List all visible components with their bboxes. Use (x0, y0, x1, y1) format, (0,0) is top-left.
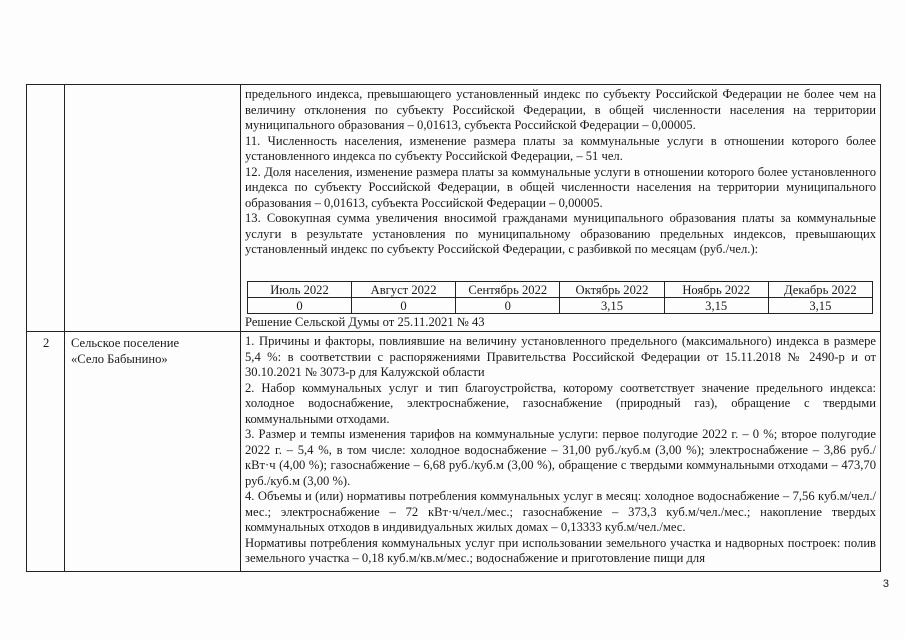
month-header: Ноябрь 2022 (664, 282, 768, 298)
row2-paragraph: 4. Объемы и (или) нормативы потребления коммунальных услуг в месяц: холодное водоснабжение – 7,56 куб.м/чел./мес.; электроснабжение – 72 кВт·ч/чел./мес.; газоснабжение – 373,3 куб.м/чел./мес.; накопление твердых коммунальных отходов в индивидуальных жилых домах – 0,13333 куб.м/чел./мес. (245, 489, 876, 534)
row-number: 2 (43, 336, 50, 350)
months-values-row (248, 298, 873, 314)
month-header: Декабрь 2022 (768, 282, 872, 298)
month-value: 3,15 (768, 298, 872, 314)
monthly-amounts-table (247, 281, 873, 314)
row2-paragraph: Нормативы потребления коммунальных услуг при использовании земельного участка и надворных построек: полив земельного участка – 0,18 куб.м/кв.м/мес.; водоснабжение и приготовление пищи для (245, 535, 876, 565)
settlement-name (71, 335, 236, 367)
month-header: Август 2022 (352, 282, 456, 298)
row1-content (245, 87, 876, 258)
document-table (26, 84, 881, 572)
row-divider (27, 331, 880, 332)
month-header: Июль 2022 (248, 282, 352, 298)
page-number: 3 (882, 578, 889, 590)
decision-reference: Решение Сельской Думы от 25.11.2021 № 43 (245, 315, 485, 329)
month-value: 3,15 (664, 298, 768, 314)
column-divider-2 (240, 85, 241, 571)
month-header: Сентябрь 2022 (456, 282, 560, 298)
row1-paragraph: 12. Доля населения, изменение размера платы за коммунальные услуги в отношении которого более установленного индекса по субъекту Российской Федерации, в общей численности населения на территории муниципального образования – 0,01613, субъекта Российской Федерации – 0,00005. (245, 164, 876, 210)
settlement-name-line: «Село Бабынино» (71, 352, 168, 366)
month-value: 0 (248, 298, 352, 314)
row2-paragraph: 2. Набор коммунальных услуг и тип благоустройства, которому соответствует значение предельного индекса: холодное водоснабжение, электроснабжение, газоснабжение (природный газ), обращение с твердыми коммунальными отходами. (245, 380, 876, 426)
months-header-row (248, 282, 873, 298)
row2-content (245, 334, 876, 567)
row1-paragraph: 11. Численность населения, изменение размера платы за коммунальные услуги в отношении которого более установленного индекса по субъекту Российской Федерации, – 51 чел. (245, 133, 876, 163)
row2-paragraph: 1. Причины и факторы, повлиявшие на величину установленного предельного (максимального) индекса в размере 5,4 %: в соответствии с распоряжениями Правительства Российской Федерации от 15.11.2018 № 2490-р и от 30.10.2021 № 3073-р для Калужской области (245, 334, 876, 379)
row1-paragraph: 13. Совокупная сумма увеличения вносимой гражданами муниципального образования платы за коммунальные услуги в результате установления по муниципальному образованию предельных индексов, превышающих установленный индекс по субъекту Российской Федерации, с разбивкой по месяцам (руб./чел.): (245, 211, 876, 256)
month-value: 0 (352, 298, 456, 314)
row2-paragraph: 3. Размер и темпы изменения тарифов на коммунальные услуги: первое полугодие 2022 г. – 0 %; второе полугодие 2022 г. – 5,4 %, в том числе: холодное водоснабжение – 31,00 руб./куб.м (3,00 %); электроснабжение – 3,86 руб./кВт·ч (4,00 %); газоснабжение – 6,68 руб./куб.м (3,00 %), обращение с твердыми коммунальными отходами – 473,70 руб./куб.м (3,00 %). (245, 427, 876, 488)
column-divider-1 (64, 85, 65, 571)
row1-paragraph: предельного индекса, превышающего установленный индекс по субъекту Российской Федерации не более чем на величину отклонения по субъекту Российской Федерации, в общей численности населения на территории муниципального образования – 0,01613, субъекта Российской Федерации – 0,00005. (245, 87, 876, 132)
settlement-name-line: Сельское поселение (71, 336, 180, 350)
month-value: 0 (456, 298, 560, 314)
month-value: 3,15 (560, 298, 664, 314)
month-header: Октябрь 2022 (560, 282, 664, 298)
